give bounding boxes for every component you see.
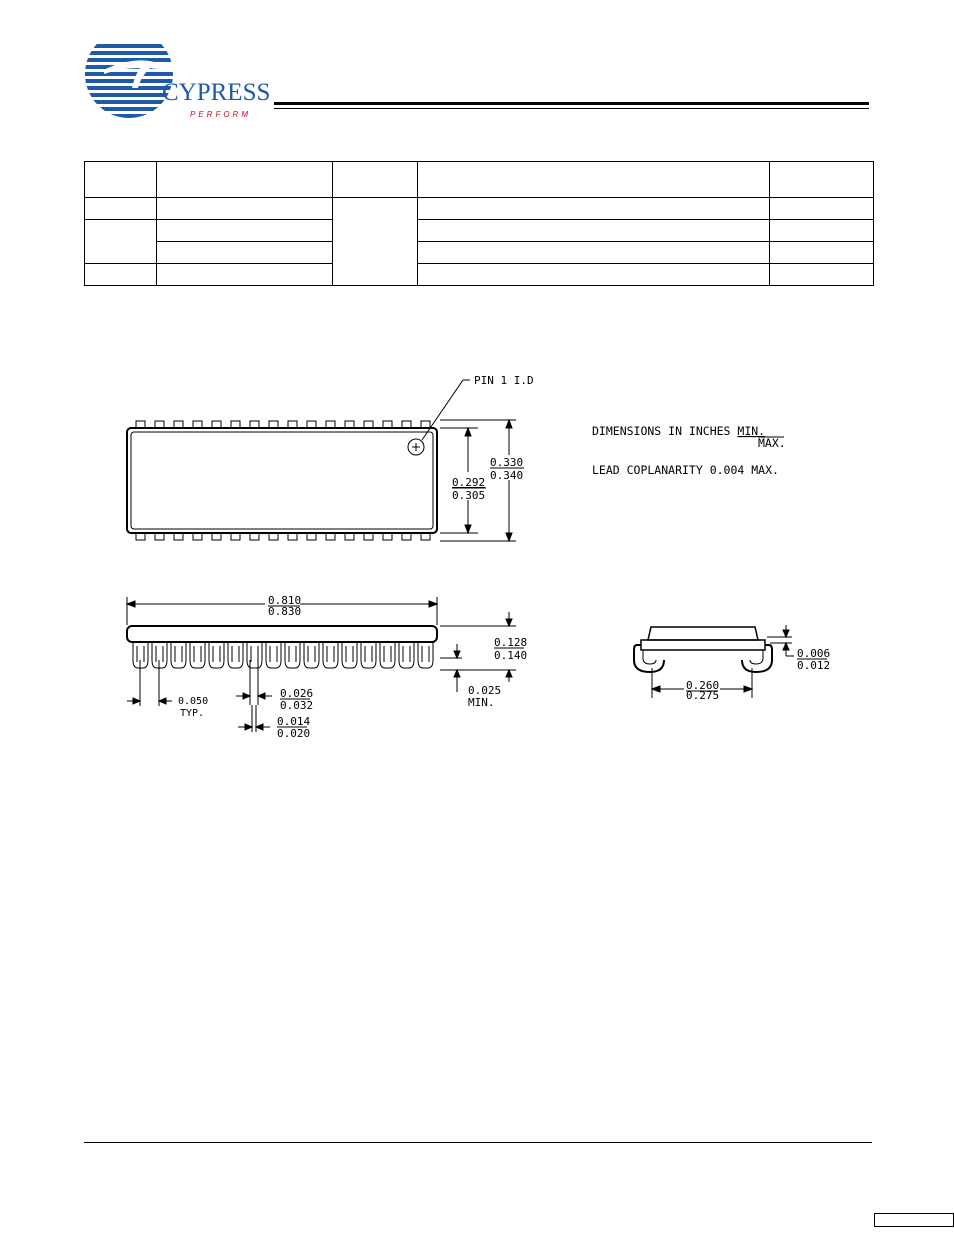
overall-width-min: 0.330	[490, 456, 524, 469]
lead	[193, 421, 202, 428]
lead	[326, 421, 335, 428]
lead	[136, 533, 145, 540]
table-cell	[85, 220, 157, 264]
table-header-cell	[418, 162, 770, 198]
body-width-min: 0.292	[452, 476, 486, 489]
overall-width-max: 0.340	[490, 469, 524, 482]
end-view-body	[641, 640, 765, 650]
lead	[364, 533, 373, 540]
height-max: 0.140	[494, 649, 528, 662]
table-cell	[418, 220, 770, 242]
lead	[307, 533, 316, 540]
table-header-cell	[770, 162, 874, 198]
standoff-value: 0.025	[468, 684, 502, 697]
lead	[174, 533, 183, 540]
cypress-globe-icon	[84, 44, 274, 124]
table-cell	[157, 198, 333, 220]
table-cell	[85, 264, 157, 286]
dimensions-max-note: MAX.	[758, 436, 786, 450]
brand-name: CYPRESS	[162, 79, 271, 106]
lead-width-upper-min: 0.026	[280, 687, 314, 700]
end-view-body-top	[648, 627, 758, 640]
table-cell	[85, 198, 157, 220]
lead	[171, 642, 186, 668]
table-header-cell	[85, 162, 157, 198]
table-row	[85, 242, 874, 264]
table-row	[85, 264, 874, 286]
lead	[155, 533, 164, 540]
table-cell	[157, 264, 333, 286]
page-number-box	[874, 1213, 954, 1227]
dimensions-note: DIMENSIONS IN INCHES MIN.	[592, 424, 766, 438]
lead	[345, 533, 354, 540]
standoff-note: MIN.	[468, 696, 495, 709]
table-cell	[770, 242, 874, 264]
lead-span-min: 0.260	[686, 679, 720, 692]
table-row	[85, 198, 874, 220]
footer-rule	[84, 1142, 872, 1143]
side-view-body	[127, 626, 437, 642]
pin1-label: PIN 1 I.D	[474, 374, 534, 387]
lead	[361, 642, 376, 668]
table-cell	[157, 220, 333, 242]
dimension-notes	[592, 424, 786, 477]
lead	[155, 421, 164, 428]
lead	[383, 421, 392, 428]
pitch-value: 0.050	[178, 696, 209, 707]
table-cell	[770, 264, 874, 286]
pitch-note: TYP.	[180, 708, 205, 719]
end-view-left-lead	[634, 645, 664, 672]
lead	[364, 421, 373, 428]
table-cell	[770, 198, 874, 220]
length-min: 0.810	[268, 594, 302, 607]
ordering-table	[84, 161, 874, 286]
top-view	[127, 374, 534, 541]
header-rule-thin	[274, 108, 869, 109]
lead	[212, 421, 221, 428]
table-header-cell	[157, 162, 333, 198]
lead	[250, 533, 259, 540]
header-rule	[274, 102, 869, 105]
lead	[326, 533, 335, 540]
lead	[421, 421, 430, 428]
lead	[345, 421, 354, 428]
lead	[228, 642, 243, 668]
table-header-row	[85, 162, 874, 198]
lead	[285, 642, 300, 668]
lead-thickness-min: 0.006	[797, 647, 831, 660]
pin1-leader	[422, 380, 463, 440]
lead	[193, 533, 202, 540]
body-width-max: 0.305	[452, 489, 486, 502]
side-view	[127, 594, 527, 740]
package-drawing	[0, 360, 954, 760]
height-min: 0.128	[494, 636, 528, 649]
coplanarity-note: LEAD COPLANARITY 0.004 MAX.	[592, 463, 779, 477]
cypress-logo	[84, 44, 274, 124]
end-view	[634, 625, 830, 702]
lead	[421, 533, 430, 540]
lead	[266, 642, 281, 668]
lead	[288, 421, 297, 428]
top-view-lower-leads	[136, 533, 430, 540]
lead	[342, 642, 357, 668]
lead	[399, 642, 414, 668]
table-cell	[333, 198, 418, 286]
lead	[174, 421, 183, 428]
lead	[269, 533, 278, 540]
lead	[380, 642, 395, 668]
lead	[190, 642, 205, 668]
lead	[231, 533, 240, 540]
lead	[418, 642, 433, 668]
lead	[231, 421, 240, 428]
top-view-body	[127, 428, 437, 533]
lead	[212, 533, 221, 540]
lead	[247, 642, 262, 668]
table-row	[85, 220, 874, 242]
table-header-cell	[333, 162, 418, 198]
lead	[307, 421, 316, 428]
brand-tagline: PERFORM	[190, 110, 251, 119]
length-max: 0.830	[268, 605, 302, 618]
table-cell	[418, 264, 770, 286]
lead	[250, 421, 259, 428]
lead	[383, 533, 392, 540]
lead	[323, 642, 338, 668]
table-cell	[418, 198, 770, 220]
lead-thickness-max: 0.012	[797, 659, 831, 672]
lead-span-max: 0.275	[686, 689, 720, 702]
table-cell	[418, 242, 770, 264]
end-view-right-lead	[742, 645, 772, 672]
lead	[269, 421, 278, 428]
lead-width-upper-max: 0.032	[280, 699, 314, 712]
lead-width-lower-max: 0.020	[277, 727, 311, 740]
top-view-body-inner	[131, 432, 433, 529]
lead	[304, 642, 319, 668]
lead	[288, 533, 297, 540]
table-cell	[770, 220, 874, 242]
top-view-upper-leads	[136, 421, 430, 428]
table-cell	[157, 242, 333, 264]
lead	[402, 533, 411, 540]
lead	[136, 421, 145, 428]
lead	[402, 421, 411, 428]
lead	[209, 642, 224, 668]
lead-width-lower-min: 0.014	[277, 715, 311, 728]
side-view-leads	[133, 642, 433, 668]
